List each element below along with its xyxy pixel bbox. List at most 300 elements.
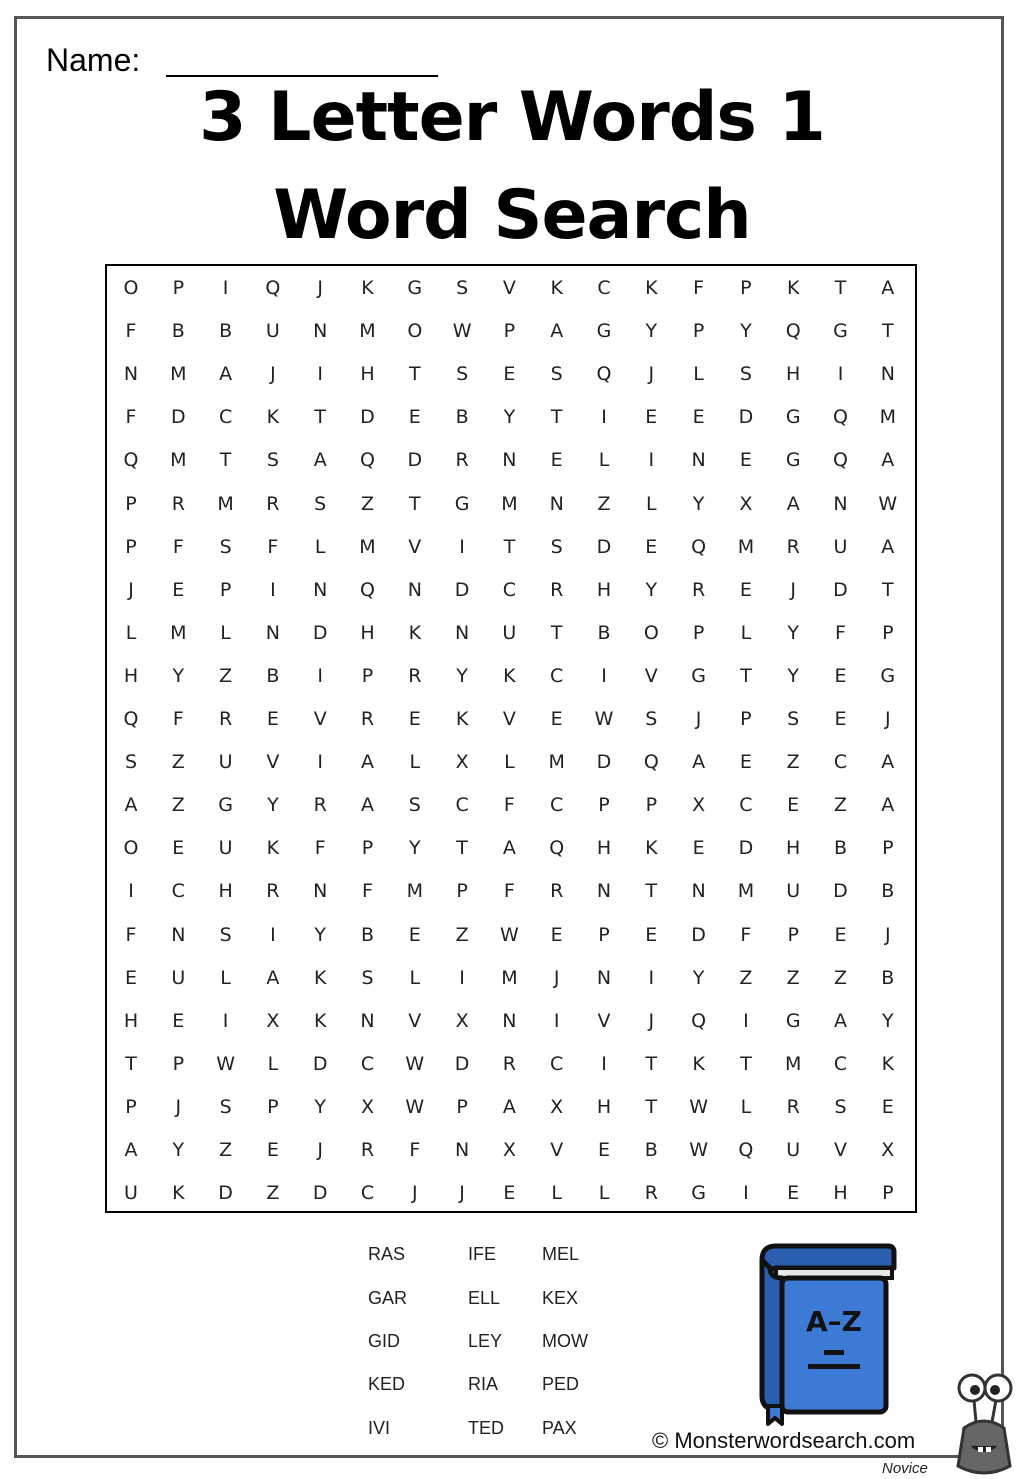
grid-letter: Z xyxy=(171,794,185,817)
grid-letter: L xyxy=(693,363,704,386)
grid-letter: D xyxy=(738,406,754,429)
grid-letter: H xyxy=(786,837,801,860)
grid-letter: Q xyxy=(360,449,375,472)
grid-letter: T xyxy=(408,492,421,515)
grid-letter: A xyxy=(834,1009,847,1032)
grid-letter: S xyxy=(266,449,279,472)
grid-letter: Z xyxy=(833,966,848,989)
a-z-dictionary-book-icon xyxy=(748,1238,898,1428)
grid-letter: J xyxy=(790,578,796,601)
grid-letter: V xyxy=(408,535,422,558)
grid-letter: T xyxy=(125,1052,137,1075)
grid-letter: G xyxy=(785,1009,801,1032)
grid-letter: N xyxy=(123,363,139,386)
grid-letter: T xyxy=(550,621,563,644)
grid-letter: M xyxy=(737,880,755,903)
word-list-item: IFE xyxy=(468,1244,497,1264)
grid-letter: P xyxy=(882,621,894,644)
grid-letter: T xyxy=(456,837,468,860)
grid-letter: N xyxy=(549,492,564,515)
grid-letter: Q xyxy=(691,535,707,558)
grid-letter: J xyxy=(695,708,702,730)
grid-letter: J xyxy=(553,966,560,989)
grid-letter: R xyxy=(171,492,185,515)
grid-letter: E xyxy=(739,751,752,774)
grid-letter: K xyxy=(881,1052,895,1075)
grid-letter: S xyxy=(787,708,800,730)
monster-mascot-icon xyxy=(952,1370,1014,1478)
grid-letter: B xyxy=(219,320,233,343)
grid-letter: L xyxy=(504,751,515,774)
grid-letter: S xyxy=(834,1095,847,1118)
grid-letter: S xyxy=(219,535,232,558)
grid-letter: N xyxy=(171,923,186,946)
grid-letter: H xyxy=(596,1095,612,1118)
grid-letter: Y xyxy=(787,621,799,644)
grid-letter: K xyxy=(313,1009,327,1032)
grid-letter: W xyxy=(405,1095,425,1118)
grid-letter: Y xyxy=(408,837,421,860)
grid-letter: I xyxy=(743,1009,749,1032)
grid-letter: V xyxy=(502,277,516,299)
grid-letter: N xyxy=(833,492,848,515)
grid-letter: Y xyxy=(172,664,185,687)
grid-letter: S xyxy=(408,794,421,817)
grid-letter: Q xyxy=(123,708,139,730)
grid-letter: D xyxy=(312,621,328,644)
grid-letter: R xyxy=(550,578,564,601)
grid-letter: J xyxy=(128,578,134,601)
grid-letter: Z xyxy=(833,794,848,817)
grid-letter: A xyxy=(692,751,706,774)
grid-letter: Y xyxy=(692,966,705,989)
grid-letter: U xyxy=(218,751,233,774)
grid-letter: G xyxy=(785,449,801,472)
grid-letter: I xyxy=(601,406,607,429)
grid-letter: A xyxy=(361,751,374,774)
title-line-1: 3 Letter Words 1 xyxy=(199,78,825,157)
grid-letter: K xyxy=(172,1182,185,1205)
grid-letter: Q xyxy=(833,449,848,472)
grid-letter: K xyxy=(266,837,280,860)
grid-letter: W xyxy=(878,492,898,515)
grid-letter: P xyxy=(882,837,894,860)
grid-letter: U xyxy=(833,535,848,558)
grid-letter: S xyxy=(456,363,469,386)
grid-letter: C xyxy=(550,794,564,817)
grid-letter: D xyxy=(312,1052,328,1075)
grid-letter: E xyxy=(172,837,185,860)
grid-letter: A xyxy=(124,1139,138,1161)
grid-letter: Y xyxy=(645,320,658,343)
grid-letter: I xyxy=(317,363,323,386)
grid-letter: Y xyxy=(881,1009,894,1032)
grid-letter: N xyxy=(596,966,612,989)
grid-letter: A xyxy=(881,277,895,299)
grid-letter: D xyxy=(360,406,375,429)
grid-letter: P xyxy=(456,880,468,903)
grid-letter: L xyxy=(740,1095,752,1118)
word-list-item: RAS xyxy=(368,1244,406,1264)
word-list-item: RIA xyxy=(468,1374,499,1394)
grid-letter: K xyxy=(408,621,422,644)
grid-letter: P xyxy=(692,621,705,644)
grid-letter: E xyxy=(645,923,658,946)
grid-letter: Q xyxy=(691,1009,707,1032)
grid-letter: H xyxy=(833,1182,848,1205)
grid-letter: E xyxy=(408,708,421,730)
grid-letter: F xyxy=(125,923,137,946)
grid-letter: M xyxy=(359,320,376,343)
word-list-item: MOW xyxy=(542,1331,588,1351)
grid-letter: T xyxy=(834,277,847,299)
grid-letter: O xyxy=(123,837,139,860)
grid-letter: J xyxy=(884,708,891,730)
grid-letter: R xyxy=(644,1182,658,1205)
grid-letter: U xyxy=(502,621,517,644)
grid-letter: M xyxy=(170,449,187,472)
grid-letter: P xyxy=(361,837,374,860)
grid-letter: T xyxy=(314,406,326,429)
grid-letter: F xyxy=(172,708,184,730)
grid-letter: L xyxy=(740,621,752,644)
grid-letter: I xyxy=(459,535,465,558)
grid-letter: U xyxy=(786,1139,801,1161)
grid-letter: X xyxy=(266,1009,280,1032)
grid-letter: R xyxy=(266,880,280,903)
grid-letter: T xyxy=(219,449,232,472)
grid-letter: C xyxy=(360,1182,375,1205)
grid-letter: O xyxy=(123,277,139,299)
grid-letter: N xyxy=(454,1139,470,1161)
grid-letter: E xyxy=(550,708,563,730)
name-label: Name: xyxy=(46,42,141,78)
grid-letter: A xyxy=(881,449,895,472)
grid-letter: E xyxy=(550,449,563,472)
grid-letter: P xyxy=(598,923,610,946)
grid-letter: A xyxy=(124,794,138,817)
grid-letter: M xyxy=(879,406,896,429)
grid-letter: A xyxy=(313,449,327,472)
grid-letter: E xyxy=(503,1182,516,1205)
grid-letter: N xyxy=(407,578,422,601)
grid-letter: P xyxy=(503,320,516,343)
grid-letter: Z xyxy=(171,751,185,774)
grid-letter: B xyxy=(881,880,895,903)
grid-letter: J xyxy=(175,1095,182,1118)
grid-letter: E xyxy=(172,1009,185,1032)
name-input-line[interactable] xyxy=(166,75,438,77)
grid-letter: I xyxy=(648,966,655,989)
grid-letter: E xyxy=(834,923,847,946)
grid-letter: Z xyxy=(219,664,233,687)
grid-letter: E xyxy=(692,837,705,860)
grid-letter: C xyxy=(171,880,185,903)
grid-letter: H xyxy=(123,1009,139,1032)
title-line-2: Word Search xyxy=(273,176,751,255)
grid-letter: W xyxy=(689,1095,708,1118)
grid-letter: L xyxy=(125,621,137,644)
grid-letter: B xyxy=(833,837,848,860)
grid-letter: F xyxy=(172,535,184,558)
grid-letter: P xyxy=(645,794,658,817)
grid-letter: Y xyxy=(314,1095,326,1118)
grid-letter: E xyxy=(408,923,421,946)
grid-letter: K xyxy=(692,1052,705,1075)
word-list-item: ELL xyxy=(468,1288,501,1308)
grid-letter: I xyxy=(317,664,323,687)
grid-letter: F xyxy=(409,1139,421,1161)
grid-letter: P xyxy=(125,492,137,515)
grid-letter: N xyxy=(691,880,706,903)
grid-letter: P xyxy=(598,794,610,817)
grid-letter: A xyxy=(881,751,895,774)
grid-letter: N xyxy=(691,449,706,472)
grid-letter: C xyxy=(550,664,564,687)
grid-letter: T xyxy=(408,363,421,386)
grid-letter: Z xyxy=(266,1182,280,1205)
grid-letter: C xyxy=(550,1052,564,1075)
grid-letter: D xyxy=(170,406,186,429)
grid-letter: Y xyxy=(172,1139,185,1161)
word-list-item: GAR xyxy=(368,1288,408,1308)
grid-letter: K xyxy=(550,277,563,299)
grid-letter: F xyxy=(362,880,373,903)
grid-letter: S xyxy=(550,363,563,386)
grid-letter: H xyxy=(360,621,375,644)
grid-letter: M xyxy=(548,751,565,774)
grid-letter: H xyxy=(786,363,801,386)
grid-letter: Z xyxy=(597,492,611,515)
grid-letter: Q xyxy=(596,363,612,386)
grid-letter: I xyxy=(459,966,465,989)
grid-letter: R xyxy=(360,708,375,730)
grid-letter: G xyxy=(596,320,612,343)
grid-letter: P xyxy=(692,320,705,343)
grid-letter: X xyxy=(455,1009,469,1032)
grid-letter: X xyxy=(692,794,706,817)
grid-letter: R xyxy=(786,1095,800,1118)
grid-letter: D xyxy=(691,923,706,946)
grid-letter: V xyxy=(597,1009,611,1032)
grid-letter: F xyxy=(267,535,279,558)
difficulty-level: Novice xyxy=(882,1460,928,1477)
grid-letter: V xyxy=(408,1009,422,1032)
grid-letter: V xyxy=(313,708,327,730)
grid-letter: L xyxy=(409,966,421,989)
grid-letter: G xyxy=(691,664,706,687)
grid-letter: D xyxy=(312,1182,328,1205)
grid-letter: D xyxy=(218,1182,233,1205)
grid-letter: F xyxy=(835,621,846,644)
grid-letter: C xyxy=(218,406,233,429)
grid-letter: N xyxy=(313,880,328,903)
grid-letter: P xyxy=(787,923,799,946)
grid-letter: I xyxy=(743,1182,749,1205)
grid-letter: E xyxy=(597,1139,610,1161)
grid-letter: S xyxy=(361,966,374,989)
grid-letter: M xyxy=(359,535,376,558)
grid-letter: K xyxy=(361,277,374,299)
grid-letter: E xyxy=(550,923,563,946)
grid-letter: Z xyxy=(786,751,800,774)
grid-letter: E xyxy=(645,535,658,558)
grid-letter: Y xyxy=(740,320,752,343)
grid-letter: M xyxy=(170,363,187,386)
grid-letter: N xyxy=(313,320,328,343)
grid-letter: B xyxy=(266,664,280,687)
grid-letter: K xyxy=(645,277,658,299)
grid-letter: E xyxy=(692,406,705,429)
grid-letter: W xyxy=(499,923,519,946)
grid-letter: A xyxy=(361,794,374,817)
grid-letter: A xyxy=(881,535,895,558)
grid-letter: Y xyxy=(267,794,279,817)
grid-letter: L xyxy=(551,1182,562,1205)
grid-letter: R xyxy=(550,880,564,903)
grid-letter: M xyxy=(217,492,234,515)
grid-letter: K xyxy=(786,277,800,299)
grid-letter: H xyxy=(596,837,612,860)
grid-letter: P xyxy=(740,708,752,730)
grid-letter: F xyxy=(740,923,752,946)
grid-letter: N xyxy=(454,621,470,644)
grid-letter: A xyxy=(266,966,280,989)
grid-letter: U xyxy=(265,320,280,343)
grid-letter: I xyxy=(317,751,323,774)
grid-letter: D xyxy=(454,1052,470,1075)
grid-letter: W xyxy=(689,1139,708,1161)
grid-letter: Q xyxy=(738,1139,754,1161)
word-list-item: TED xyxy=(468,1418,504,1438)
grid-letter: P xyxy=(882,1182,894,1205)
grid-letter: E xyxy=(834,664,847,687)
grid-letter: E xyxy=(645,406,658,429)
grid-letter: H xyxy=(123,664,139,687)
grid-letter: J xyxy=(459,1182,465,1205)
grid-letter: D xyxy=(833,880,848,903)
grid-letter: E xyxy=(408,406,421,429)
grid-letter: I xyxy=(837,363,844,386)
grid-letter: R xyxy=(455,449,469,472)
copyright-text: © Monsterwordsearch.com xyxy=(652,1428,916,1453)
grid-letter: S xyxy=(550,535,563,558)
grid-letter: B xyxy=(171,320,185,343)
grid-letter: Y xyxy=(314,923,326,946)
grid-letter: Q xyxy=(643,751,659,774)
grid-letter: Z xyxy=(455,923,469,946)
grid-letter: F xyxy=(125,406,137,429)
grid-letter: X xyxy=(360,1095,375,1118)
grid-letter: B xyxy=(597,621,611,644)
grid-letter: S xyxy=(219,923,232,946)
grid-letter: E xyxy=(503,363,516,386)
grid-letter: L xyxy=(646,492,657,515)
grid-letter: D xyxy=(454,578,470,601)
grid-letter: D xyxy=(596,535,612,558)
grid-letter: F xyxy=(314,837,326,860)
grid-letter: V xyxy=(502,708,516,730)
grid-letter: M xyxy=(501,492,518,515)
grid-letter: A xyxy=(219,363,233,386)
grid-letter: B xyxy=(644,1139,658,1161)
grid-letter: P xyxy=(219,578,232,601)
word-list-item: LEY xyxy=(468,1331,503,1351)
grid-letter: I xyxy=(601,1052,607,1075)
grid-letter: T xyxy=(645,1095,658,1118)
grid-letter: I xyxy=(222,277,229,299)
grid-letter: M xyxy=(501,966,518,989)
grid-letter: S xyxy=(645,708,658,730)
grid-letter: Y xyxy=(692,492,705,515)
grid-letter: W xyxy=(594,708,614,730)
grid-letter: R xyxy=(360,1139,375,1161)
grid-letter: B xyxy=(881,966,895,989)
grid-letter: E xyxy=(266,1139,279,1161)
grid-letter: X xyxy=(502,1139,516,1161)
grid-letter: W xyxy=(452,320,472,343)
grid-letter: X xyxy=(550,1095,564,1118)
grid-letter: N xyxy=(502,449,517,472)
grid-letter: P xyxy=(740,277,752,299)
grid-letter: G xyxy=(407,277,423,299)
book-label: A–Z xyxy=(806,1305,862,1338)
grid-letter: M xyxy=(784,1052,802,1075)
grid-letter: L xyxy=(409,751,421,774)
grid-letter: Z xyxy=(360,492,375,515)
grid-letter: E xyxy=(172,578,185,601)
grid-letter: Y xyxy=(503,406,516,429)
word-list-item: KEX xyxy=(542,1288,579,1308)
grid-letter: U xyxy=(171,966,186,989)
grid-letter: K xyxy=(455,708,469,730)
grid-letter: C xyxy=(739,794,753,817)
grid-letter: T xyxy=(740,664,752,687)
grid-letter: A xyxy=(550,320,564,343)
grid-letter: F xyxy=(503,880,515,903)
grid-letter: C xyxy=(833,751,848,774)
grid-letter: Q xyxy=(360,578,375,601)
grid-letter: K xyxy=(645,837,658,860)
letter-grid xyxy=(105,264,917,1213)
grid-letter: M xyxy=(170,621,187,644)
grid-letter: G xyxy=(785,406,801,429)
grid-letter: X xyxy=(455,751,469,774)
grid-letter: G xyxy=(833,320,848,343)
grid-letter: P xyxy=(172,1052,185,1075)
grid-letter: R xyxy=(218,708,233,730)
grid-letter: J xyxy=(317,1139,323,1161)
grid-letter: O xyxy=(407,320,423,343)
grid-letter: C xyxy=(502,578,517,601)
word-list-item: KED xyxy=(368,1374,406,1394)
grid-letter: Y xyxy=(787,664,799,687)
grid-letter: L xyxy=(220,966,231,989)
grid-letter: Z xyxy=(739,966,753,989)
word-list-item: PAX xyxy=(542,1418,577,1438)
grid-letter: P xyxy=(172,277,185,299)
grid-letter: J xyxy=(270,363,276,386)
grid-letter: Z xyxy=(786,966,800,989)
grid-letter: G xyxy=(880,664,896,687)
grid-letter: A xyxy=(881,794,895,817)
grid-letter: P xyxy=(125,1095,137,1118)
grid-letter: I xyxy=(648,449,655,472)
grid-letter: T xyxy=(645,1052,658,1075)
grid-letter: V xyxy=(266,751,280,774)
grid-letter: J xyxy=(648,363,655,386)
grid-letter: R xyxy=(313,794,327,817)
